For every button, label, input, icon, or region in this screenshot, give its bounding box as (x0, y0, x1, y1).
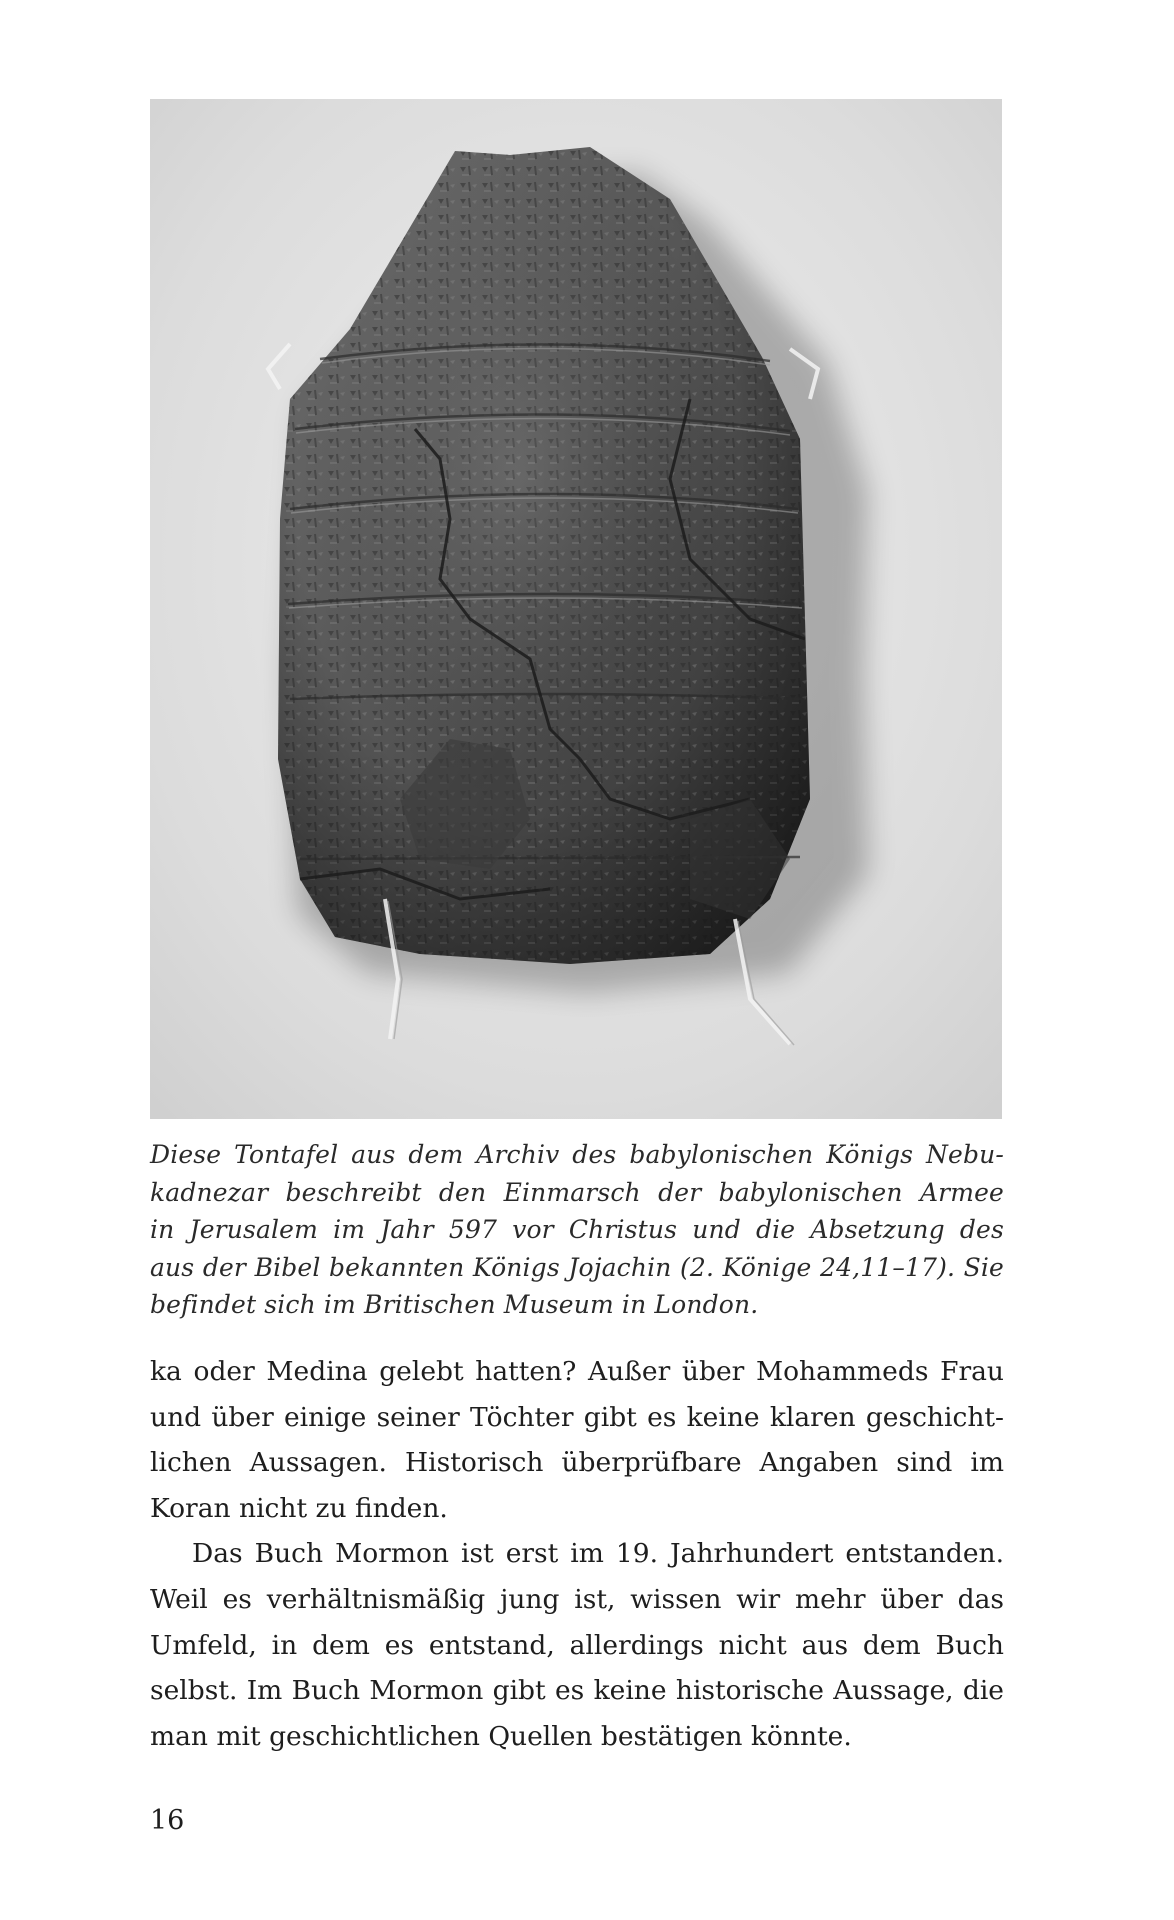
text-line: selbst. Im Buch Mormon gibt es keine historische Aussage, die (150, 1675, 1004, 1707)
page-number: 16 (150, 1805, 185, 1836)
text-line: Umfeld, in dem es entstand, allerdings nicht aus dem Buch (150, 1629, 1004, 1661)
figure-caption (150, 1136, 1004, 1324)
tablet-photo (150, 99, 1002, 1119)
body-text (150, 1349, 1004, 1759)
caption-line: kadnezar beschreibt den Einmarsch der babylonischen Armee (150, 1177, 1004, 1207)
caption-line: in Jerusalem im Jahr 597 vor Christus und die Absetzung des (150, 1215, 1004, 1245)
caption-line: Diese Tontafel aus dem Archiv des babylonischen Königs Nebu- (150, 1140, 1004, 1169)
text-line: lichen Aussagen. Historisch überprüfbare Angaben sind im (150, 1447, 1004, 1479)
paragraph-2 (150, 1531, 1004, 1759)
clay-tablet-image (150, 99, 1002, 1119)
caption-line: aus der Bibel bekannten Königs Jojachin (2. Könige 24,11–17). Sie (150, 1252, 1004, 1282)
paragraph-1 (150, 1349, 1004, 1531)
text-line: und über einige seiner Töchter gibt es keine klaren geschicht- (150, 1401, 1004, 1433)
text-line: Das Buch Mormon ist erst im 19. Jahrhundert entstanden. (192, 1538, 1004, 1570)
text-line: man mit geschichtlichen Quellen bestätigen könnte. (150, 1720, 852, 1752)
caption-line: befindet sich im Britischen Museum in London. (150, 1290, 759, 1320)
text-line: ka oder Medina gelebt hatten? Außer über Mohammeds Frau (150, 1356, 1004, 1387)
text-line: Koran nicht zu finden. (150, 1492, 448, 1524)
text-line: Weil es verhältnismäßig jung ist, wissen wir mehr über das (150, 1583, 1004, 1615)
